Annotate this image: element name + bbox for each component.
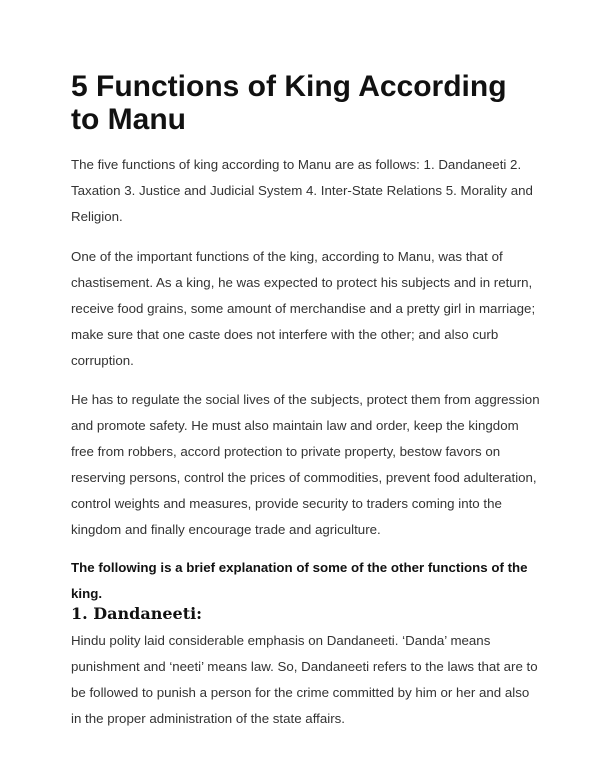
section-heading-dandaneeti: 1. Dandaneeti:	[71, 604, 203, 623]
explanation-lead: The following is a brief explanation of some of the other functions of the king.	[71, 560, 528, 601]
page-title: 5 Functions of King According to Manu	[71, 70, 507, 136]
social-duties-paragraph: He has to regulate the social lives of the subjects, protect them from aggression and promote safety. He must also maintain law and order, keep the kingdom free from robbers, accord protection to private property, bestow favors on reserving persons, control the prices of commodities, prevent food adulteration, control weights and measures, provide security to traders coming into the kingdom and finally encourage trade and agriculture.	[71, 392, 540, 537]
document-page	[71, 70, 541, 732]
dandaneeti-paragraph: Hindu polity laid considerable emphasis on Dandaneeti. ‘Danda’ means punishment and ‘neeti’ means law. So, Dandaneeti refers to the laws that are to be followed to punish a person for the crime committed by him or her and also in the proper administration of the state affairs.	[71, 633, 538, 726]
chastisement-paragraph: One of the important functions of the king, according to Manu, was that of chastisement. As a king, he was expected to protect his subjects and in return, receive food grains, some amount of merchandise and a pretty girl in marriage; make sure that one caste does not interfere with the other; and also curb corruption.	[71, 249, 536, 368]
intro-paragraph: The five functions of king according to Manu are as follows: 1. Dandaneeti 2. Taxation 3. Justice and Judicial System 4. Inter-State Relations 5. Morality and Religion.	[71, 157, 533, 224]
